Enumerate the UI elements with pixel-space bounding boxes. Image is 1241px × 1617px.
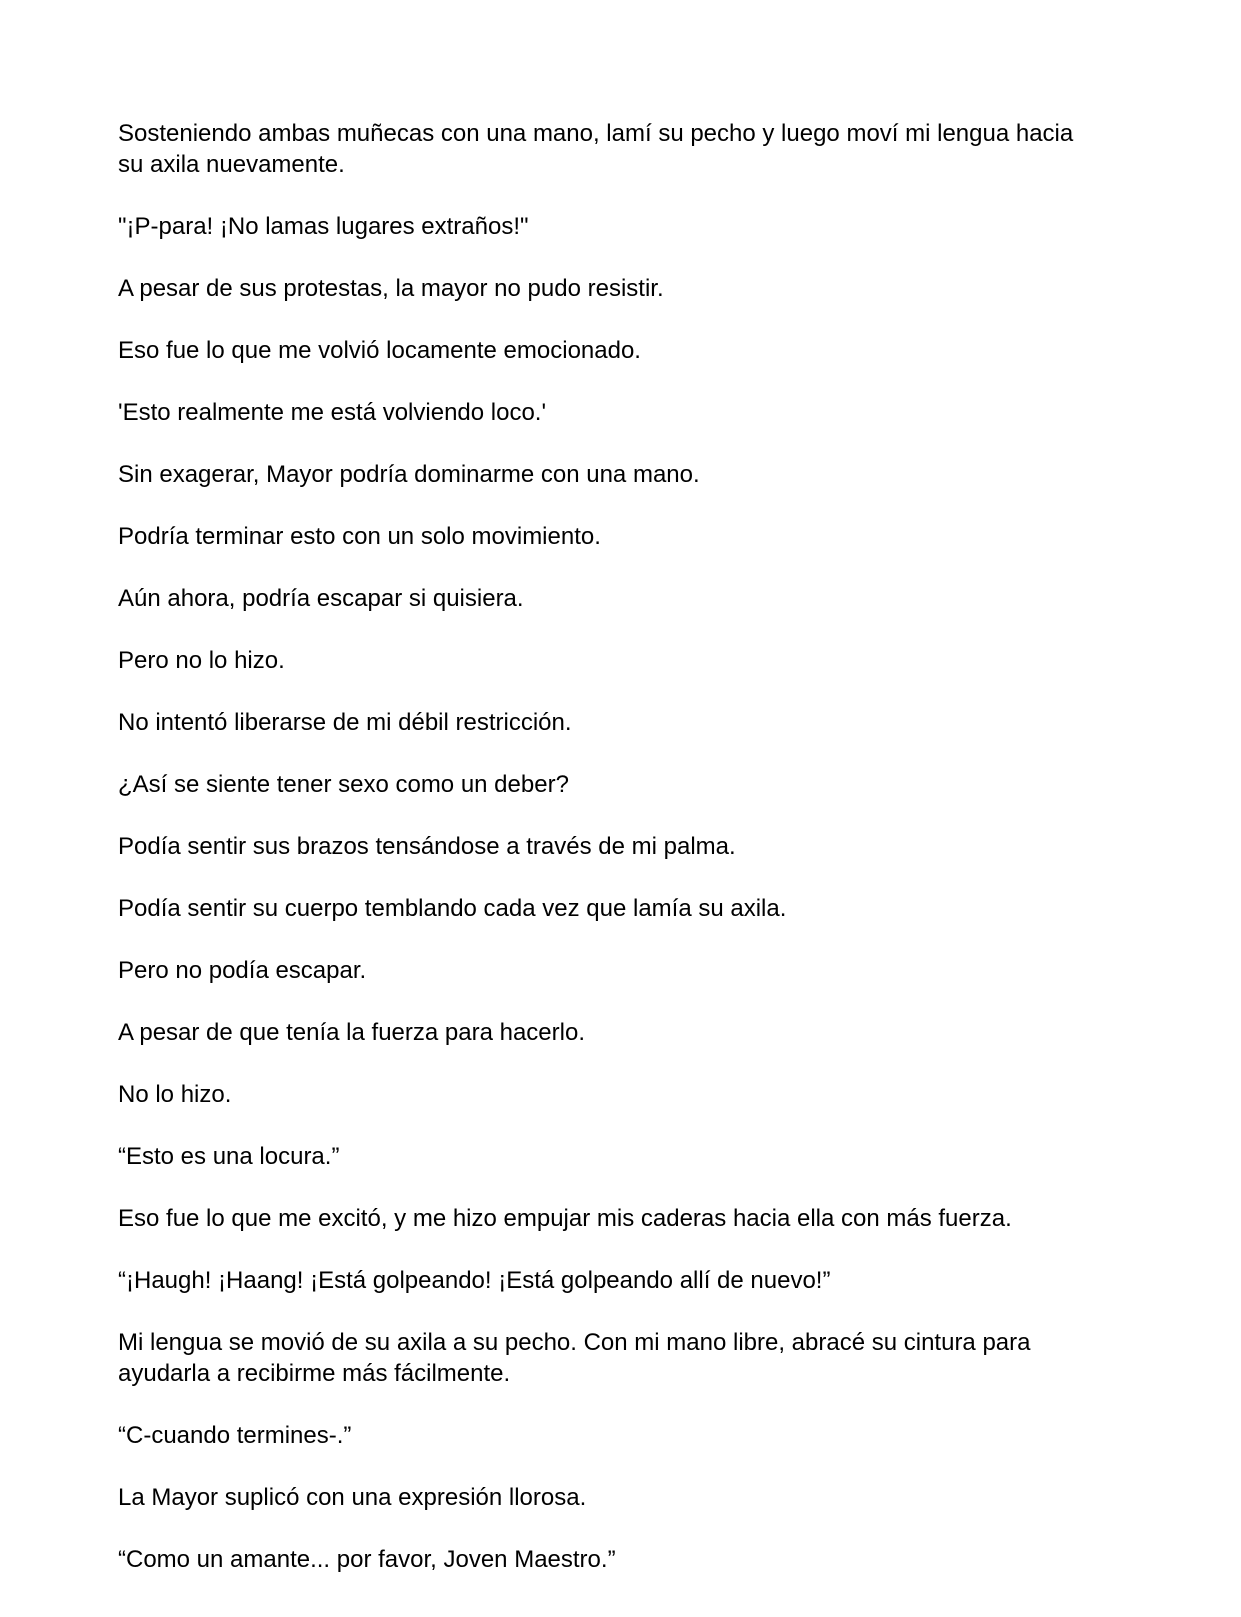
paragraph: Podía sentir sus brazos tensándose a través de mi palma. [118, 833, 736, 860]
paragraph: Sin exagerar, Mayor podría dominarme con una mano. [118, 461, 700, 488]
paragraph: Podría terminar esto con un solo movimiento. [118, 523, 601, 550]
paragraph: "¡P-para! ¡No lamas lugares extraños!" [118, 213, 529, 240]
paragraph: Mi lengua se movió de su axila a su pecho. Con mi mano libre, abracé su cintura para ayudarla a recibirme más fácilmente. [118, 1329, 1031, 1387]
paragraph: A pesar de sus protestas, la mayor no pudo resistir. [118, 275, 664, 302]
paragraph: Podía sentir su cuerpo temblando cada vez que lamía su axila. [118, 895, 787, 922]
paragraph: “Esto es una locura.” [118, 1143, 340, 1170]
paragraph: Aún ahora, podría escapar si quisiera. [118, 585, 524, 612]
paragraph: No lo hizo. [118, 1081, 232, 1108]
paragraph: Eso fue lo que me excitó, y me hizo empujar mis caderas hacia ella con más fuerza. [118, 1205, 1012, 1232]
paragraph: La Mayor suplicó con una expresión llorosa. [118, 1484, 587, 1511]
paragraph: Eso fue lo que me volvió locamente emocionado. [118, 337, 641, 364]
paragraph: No intentó liberarse de mi débil restricción. [118, 709, 572, 736]
paragraph: Sosteniendo ambas muñecas con una mano, lamí su pecho y luego moví mi lengua hacia su axila nuevamente. [118, 120, 1074, 178]
paragraph: 'Esto realmente me está volviendo loco.' [118, 399, 547, 426]
paragraph: Pero no podía escapar. [118, 957, 367, 984]
paragraph: Pero no lo hizo. [118, 647, 285, 674]
paragraph: “¡Haugh! ¡Haang! ¡Está golpeando! ¡Está golpeando allí de nuevo!” [118, 1267, 831, 1294]
paragraph: “C-cuando termines-.” [118, 1422, 352, 1449]
paragraph: A pesar de que tenía la fuerza para hacerlo. [118, 1019, 585, 1046]
paragraph: “Como un amante... por favor, Joven Maestro.” [118, 1546, 616, 1573]
paragraph: ¿Así se siente tener sexo como un deber? [118, 771, 569, 798]
document-body [118, 118, 1098, 1606]
